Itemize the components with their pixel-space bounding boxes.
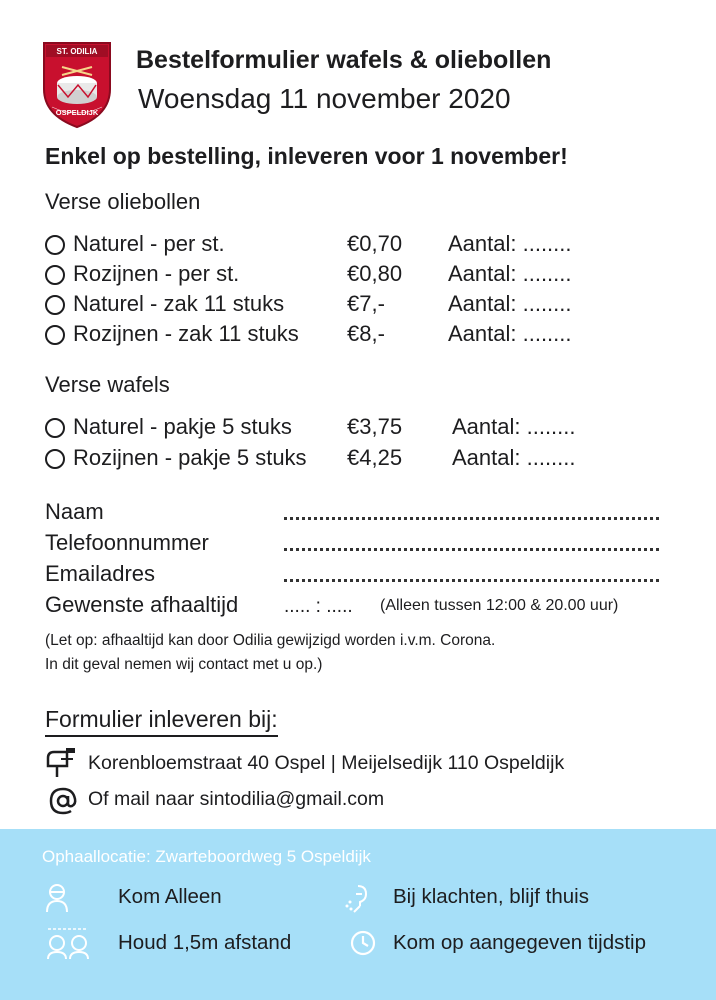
product-price: €0,80 [347, 261, 403, 286]
product-price: €4,25 [347, 445, 403, 470]
at-sign-icon [48, 786, 78, 821]
submit-heading: Formulier inleveren bij: [45, 706, 278, 737]
form-title: Bestelformulier wafels & oliebollen [136, 46, 552, 74]
email-field[interactable] [284, 579, 659, 582]
product-name: Naturel - per st. [73, 231, 225, 256]
phone-label: Telefoonnummer [45, 530, 209, 555]
rule-text: Kom Alleen [118, 885, 222, 908]
product-price: €0,70 [347, 231, 403, 256]
rule-text: Kom op aangegeven tijdstip [393, 931, 647, 954]
product-price: €7,- [347, 291, 385, 316]
radio-button[interactable] [45, 235, 65, 255]
quantity-field[interactable]: Aantal: ........ [448, 231, 572, 256]
person-icon [44, 883, 70, 918]
sick-person-icon [344, 882, 374, 919]
product-name: Rozijnen - zak 11 stuks [73, 321, 299, 346]
clock-icon [349, 929, 377, 962]
dropoff-addresses: Korenbloemstraat 40 Ospel | Meijelsedijk 110 Ospeldijk [88, 752, 565, 774]
quantity-field[interactable]: Aantal: ........ [448, 291, 572, 316]
distance-icon [44, 925, 92, 966]
quantity-field[interactable]: Aantal: ........ [448, 321, 572, 346]
radio-button[interactable] [45, 418, 65, 438]
pickup-time-field[interactable]: ..... : ..... [284, 596, 353, 617]
product-price: €8,- [347, 321, 385, 346]
rule-text: Houd 1,5m afstand [118, 931, 292, 954]
email-label: Emailadres [45, 561, 156, 586]
quantity-field[interactable]: Aantal: ........ [448, 261, 572, 286]
phone-field[interactable] [284, 548, 659, 551]
radio-button[interactable] [45, 265, 65, 285]
product-name: Rozijnen - per st. [73, 261, 240, 286]
product-name: Rozijnen - pakje 5 stuks [73, 445, 307, 470]
mailbox-icon [45, 748, 79, 783]
quantity-field[interactable]: Aantal: ........ [452, 445, 576, 470]
product-price: €3,75 [347, 414, 403, 439]
svg-text:OSPELDIJK: OSPELDIJK [55, 108, 99, 117]
oliebollen-heading: Verse oliebollen [45, 189, 201, 214]
club-logo [38, 37, 116, 129]
quantity-field[interactable]: Aantal: ........ [452, 414, 576, 439]
pickup-label: Gewenste afhaaltijd [45, 592, 239, 617]
note-line: (Let op: afhaaltijd kan door Odilia gewijzigd worden i.v.m. Corona. [45, 632, 496, 649]
wafels-heading: Verse wafels [45, 372, 170, 397]
order-notice: Enkel op bestelling, inleveren voor 1 november! [45, 143, 568, 169]
svg-text:ST. ODILIA: ST. ODILIA [56, 47, 98, 56]
name-label: Naam [45, 499, 104, 524]
rule-text: Bij klachten, blijf thuis [393, 885, 589, 908]
name-field[interactable] [284, 517, 659, 520]
email-dropoff: Of mail naar sintodilia@gmail.com [88, 788, 385, 810]
pickup-hint: (Alleen tussen 12:00 & 20.00 uur) [380, 597, 619, 614]
product-name: Naturel - pakje 5 stuks [73, 414, 292, 439]
radio-button[interactable] [45, 449, 65, 469]
pickup-location: Ophaallocatie: Zwarteboordweg 5 Ospeldijk [42, 847, 371, 866]
note-line: In dit geval nemen wij contact met u op.) [45, 656, 323, 673]
radio-button[interactable] [45, 295, 65, 315]
radio-button[interactable] [45, 325, 65, 345]
event-date: Woensdag 11 november 2020 [138, 83, 511, 114]
product-name: Naturel - zak 11 stuks [73, 291, 285, 316]
